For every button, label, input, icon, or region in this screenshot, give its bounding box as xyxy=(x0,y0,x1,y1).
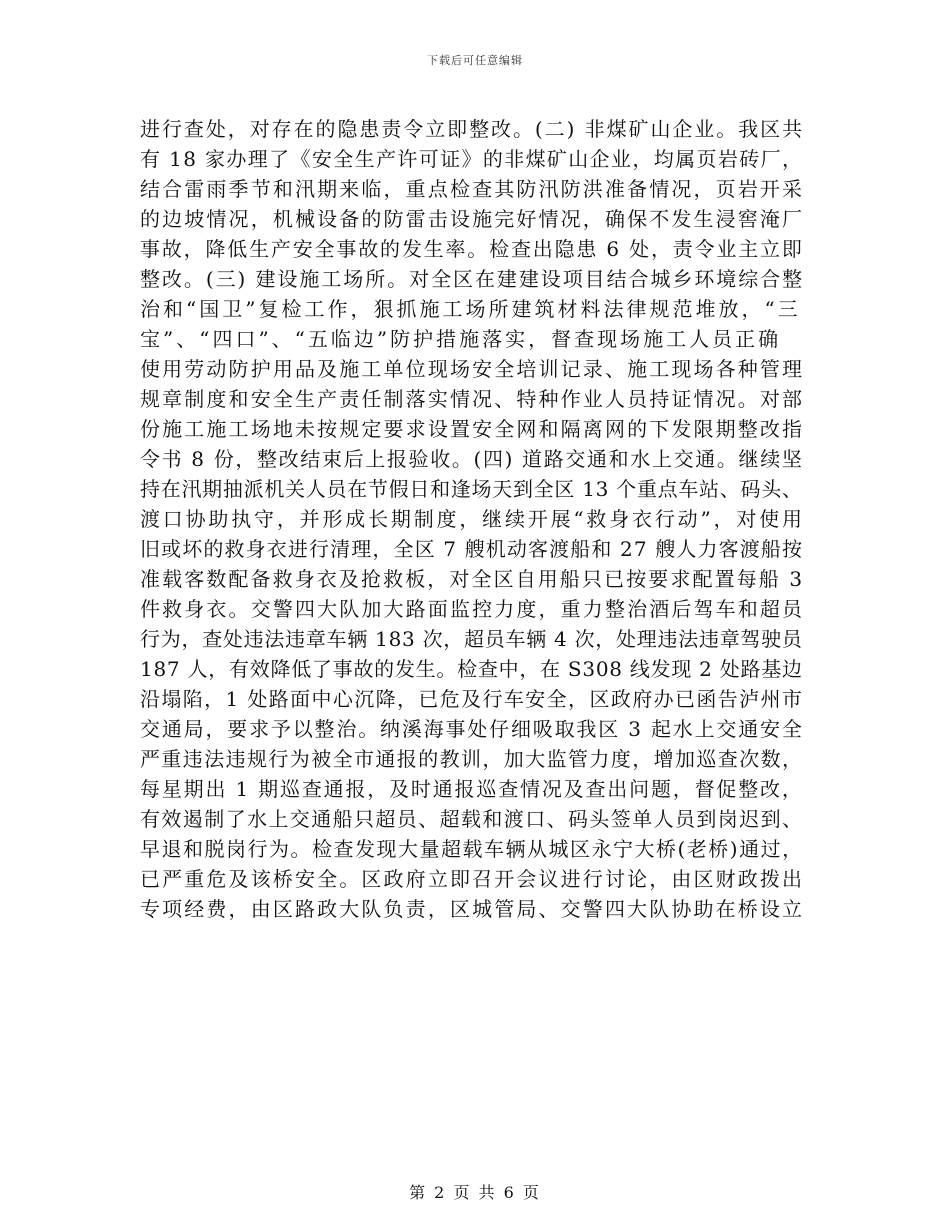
page-number: 第 2 页 共 6 页 xyxy=(409,1183,541,1202)
page-header: 下载后可任意编辑 xyxy=(427,54,523,67)
paragraph-line: 宝”、“四口”、“五临边”防护措施落实，督查现场施工人员正确 xyxy=(140,327,782,351)
paragraph-line: 使用劳动防护用品及施工单位现场安全培训记录、施工现场各种管理 xyxy=(140,357,805,381)
paragraph-line: 交通局，要求予以整治。纳溪海事处仔细吸取我区 3 起水上交通安全 xyxy=(140,717,804,741)
paragraph-line: 令书 8 份，整改结束后上报验收。(四) 道路交通和水上交通。继续坚 xyxy=(140,447,804,471)
paragraph-line: 结合雷雨季节和汛期来临，重点检查其防汛防洪准备情况，页岩开采 xyxy=(140,177,805,201)
paragraph-line: 治和“国卫”复检工作，狠抓施工场所建筑材料法律规范堆放，“三 xyxy=(140,297,801,321)
paragraph-line: 专项经费，由区路政大队负责，区城管局、交警四大队协助在桥设立 xyxy=(140,897,805,921)
paragraph-line: 进行查处，对存在的隐患责令立即整改。(二) 非煤矿山企业。我区共 xyxy=(140,117,805,141)
paragraph-line: 事故，降低生产安全事故的发生率。检查出隐患 6 处，责令业主立即 xyxy=(140,237,804,261)
paragraph-line: 件救身衣。交警四大队加大路面监控力度，重力整治酒后驾车和超员 xyxy=(140,597,805,621)
paragraph-line: 严重违法违规行为被全市通报的教训，加大监管力度，增加巡查次数， xyxy=(140,747,804,771)
paragraph-line: 早退和脱岗行为。检查发现大量超载车辆从城区永宁大桥(老桥)通过， xyxy=(140,837,804,861)
paragraph-line: 有效遏制了水上交通船只超员、超载和渡口、码头签单人员到岗迟到、 xyxy=(140,807,804,831)
paragraph-line: 持在汛期抽派机关人员在节假日和逢场天到全区 13 个重点车站、码头、 xyxy=(140,477,803,501)
paragraph-line: 有 18 家办理了《安全生产许可证》的非煤矿山企业，均属页岩砖厂， xyxy=(140,147,804,171)
paragraph-line: 规章制度和安全生产责任制落实情况、特种作业人员持证情况。对部 xyxy=(140,387,805,411)
paragraph-line: 准载客数配备救身衣及抢救板，对全区自用船只已按要求配置每船 3 xyxy=(140,567,805,591)
paragraph-line: 的边坡情况，机械设备的防雷击设施完好情况，确保不发生浸窖淹厂 xyxy=(140,207,805,231)
paragraph-line: 每星期出 1 期巡查通报，及时通报巡查情况及查出问题，督促整改， xyxy=(140,777,804,801)
paragraph-line: 沿塌陷，1 处路面中心沉降，已危及行车安全，区政府办已函告泸州市 xyxy=(140,687,804,711)
paragraph-line: 渡口协助执守，并形成长期制度，继续开展“救身衣行动”，对使用 xyxy=(140,507,805,531)
paragraph-line: 整改。(三) 建设施工场所。对全区在建建设项目结合城乡环境综合整 xyxy=(140,267,805,291)
paragraph-line: 份施工施工场地未按规定要求设置安全网和隔离网的下发限期整改指 xyxy=(140,417,805,441)
paragraph-line: 行为，查处违法违章车辆 183 次，超员车辆 4 次，处理违法违章驾驶员 xyxy=(140,627,803,651)
paragraph-line: 旧或坏的救身衣进行清理，全区 7 艘机动客渡船和 27 艘人力客渡船按 xyxy=(140,537,804,561)
paragraph-line: 187 人，有效降低了事故的发生。检查中，在 S308 线发现 2 处路基边 xyxy=(140,657,803,681)
paragraph-line: 已严重危及该桥安全。区政府立即召开会议进行讨论，由区财政拨出 xyxy=(140,867,805,891)
